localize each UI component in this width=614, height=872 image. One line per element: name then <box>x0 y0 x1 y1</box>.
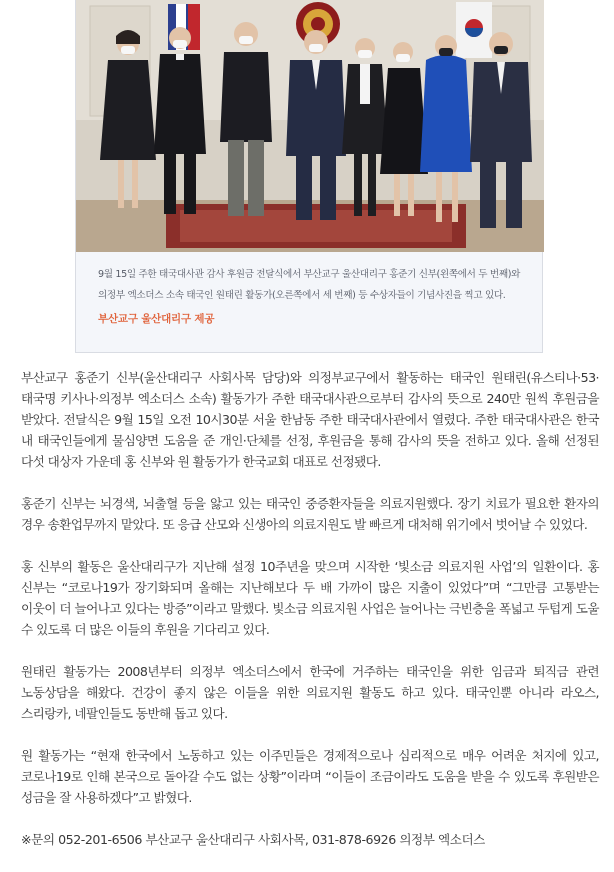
photo-figure <box>75 0 543 353</box>
photo-caption-box <box>98 264 522 326</box>
group-photo <box>76 0 544 252</box>
photo-credit: 부산교구 울산대리구 제공 <box>98 313 215 325</box>
article-paragraph-1: 부산교구 홍준기 신부(울산대리구 사회사목 담당)와 의정부교구에서 활동하는 태국인 원태린(유스티나·53·태국명 키사나·의정부 엑소더스 소속) 활동가가 주한 태국대사관으로부터 감사의 뜻으로 240만 원씩 후원금을 받았다. 전달식은 9월 15일 오전 10시30분 서울 한남동 주한 태국대사관에서 열렸다. 주한 태국대사관은 한국 내 태국인들에게 물심양면 도움을 준 개인·단체를 선정, 후원금을 통해 감사의 뜻을 전하고 있다. 올해 선정된 다섯 대상자 가운데 홍 신부와 원 활동가가 한국교회 대표로 선정됐다. <box>21 370 599 469</box>
article-paragraph-4: 원태린 활동가는 2008년부터 의정부 엑소더스에서 한국에 거주하는 태국인을 위한 임금과 퇴직금 관련 노동상담을 해왔다. 건강이 좋지 않은 이들을 위한 의료지원 활동도 하고 있다. 태국인뿐 아니라 라오스, 스리랑카, 네팔인들도 동반해 돕고 있다. <box>21 664 599 721</box>
photo-caption: 9월 15일 주한 태국대사관 감사 후원금 전달식에서 부산교구 울산대리구 홍준기 신부(왼쪽에서 두 번째)와 의정부 엑소더스 소속 태국인 원태린 활동가(오른쪽에서 세 번째) 등 수상자들이 기념사진을 찍고 있다. <box>98 269 521 301</box>
article-body <box>21 367 599 871</box>
article-paragraph-5: 원 활동가는 “현재 한국에서 노동하고 있는 이주민들은 경제적으로나 심리적으로 매우 어려운 처지에 있고, 코로나19로 인해 본국으로 돌아갈 수도 없는 상황”이라며 “이들이 조금이라도 도움을 받을 수 있도록 후원받은 성금을 잘 사용하겠다”고 밝혔다. <box>21 748 599 805</box>
article-paragraph-3: 홍 신부의 활동은 울산대리구가 지난해 설정 10주년을 맞으며 시작한 ‘빛소금 의료지원 사업’의 일환이다. 홍 신부는 “코로나19가 장기화되며 올해는 지난해보다 두 배 가까이 많은 지출이 있었다”며 “그만큼 고통받는 이웃이 더 늘어나고 있다는 방증”이라고 말했다. 빛소금 의료지원 사업은 늘어나는 극빈층을 폭넓고 두텁게 도울 수 있도록 더 많은 이들의 후원을 기다리고 있다. <box>21 559 599 637</box>
article-paragraph-2: 홍준기 신부는 뇌경색, 뇌출혈 등을 앓고 있는 태국인 중증환자들을 의료지원했다. 장기 치료가 필요한 환자의 경우 송환업무까지 맡았다. 또 응급 산모와 신생아의 의료지원도 발 빠르게 대처해 위기에서 벗어날 수 있었다. <box>21 496 599 532</box>
contact-info: ※문의 052-201-6506 부산교구 울산대리구 사회사목, 031-878-6926 의정부 엑소더스 <box>21 832 485 847</box>
group-photo-illustration <box>76 0 544 252</box>
